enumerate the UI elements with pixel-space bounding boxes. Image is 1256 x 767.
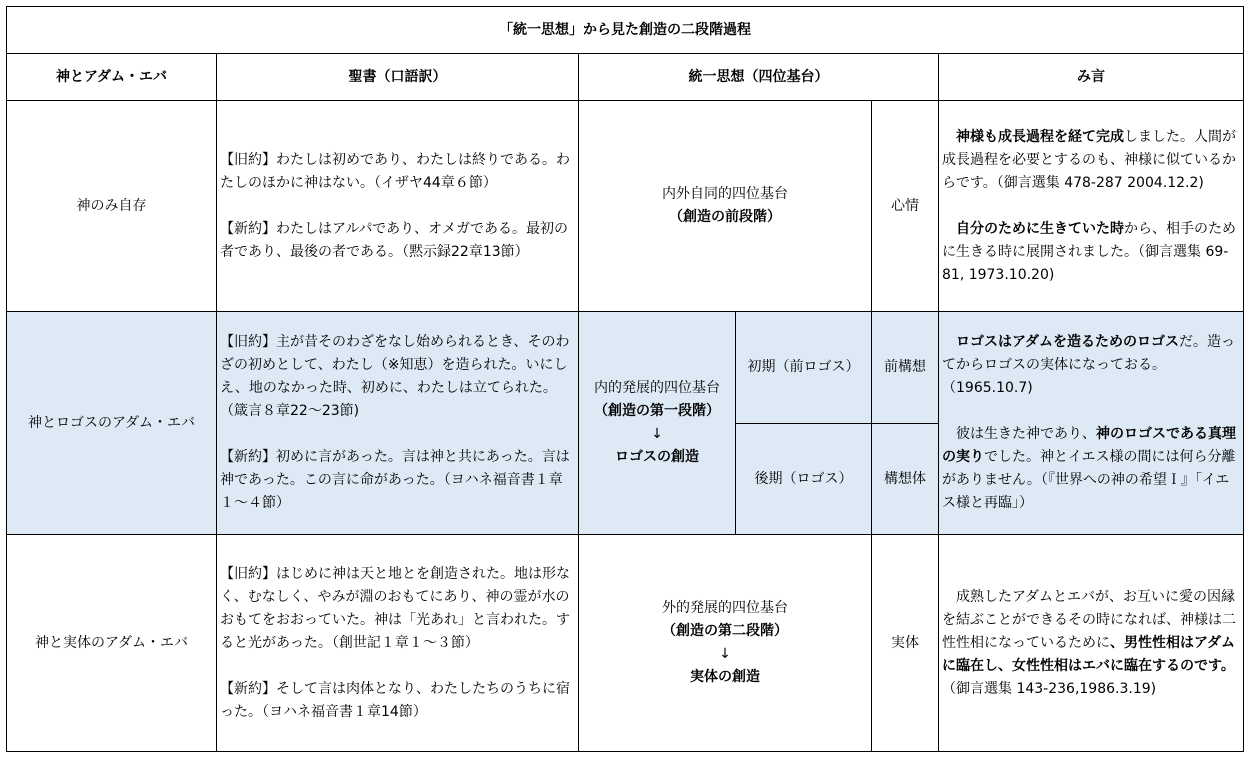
thought-stage: （創造の第二段階）: [662, 623, 788, 639]
bible-cell: [217, 101, 579, 312]
down-arrow-icon: ↓: [651, 426, 663, 442]
words-emphasis: 神のロゴスである真理の実り: [942, 426, 1236, 465]
header-bible: 聖書（口語訳）: [217, 54, 579, 101]
bible-new: 【新約】わたしはアルパであり、オメガである。最初の者であり、最後の者である。（黙示録22章13節）: [220, 220, 569, 260]
words-paragraph: [942, 218, 1240, 287]
words-paragraph: [942, 331, 1240, 400]
thought-name: 内外自同的四位基台: [662, 186, 788, 202]
words-text: だ。造ってからロゴスの実体になっておる。（1965.10.7): [942, 334, 1236, 396]
bible-old: 【旧約】主が昔そのわざをなし始められるとき、そのわざの初めとして、わたし（※知恵）を造られた。いにしえ、地のなかった時、初めに、わたしは立てられた。（箴言８章22～23節): [220, 334, 570, 419]
bible-cell: [217, 312, 579, 535]
aspect-cell: 構想体: [872, 424, 939, 535]
down-arrow-icon: ↓: [719, 646, 731, 662]
header-unification-thought: 統一思想（四位基台）: [579, 54, 939, 101]
thought-cell: [579, 101, 872, 312]
words-emphasis: 神様も成長過程を経て完成: [956, 128, 1124, 145]
aspect-cell: 前構想: [872, 312, 939, 424]
header-god-adam-eve: 神とアダム・エバ: [7, 54, 217, 101]
thought-stage: （創造の前段階）: [669, 209, 781, 225]
words-text: から、相手のために生きる時に展開されました。（御言選集 69-81, 1973.10.20): [942, 220, 1236, 283]
bible-old: 【旧約】はじめに神は天と地とを創造された。地は形なく、むなしく、やみが淵のおもてにあり、神の霊が水のおもてをおおっていた。神は「光あれ」と言われた。すると光があった。（創世記１章１～３節）: [220, 565, 570, 651]
words-cell: [939, 312, 1244, 535]
thought-name: 外的発展的四位基台: [662, 600, 788, 616]
bible-new: 【新約】初めに言があった。言は神と共にあった。言は神であった。この言に命があった。（ヨハネ福音書１章１～４節）: [220, 449, 570, 511]
table-row: [7, 101, 1244, 312]
table-row: [7, 535, 1244, 752]
bible-new: 【新約】そして言は肉体となり、わたしたちのうちに宿った。（ヨハネ福音書１章14節）: [220, 680, 570, 720]
thought-stage: （創造の第一段階）: [594, 403, 720, 419]
thought-cell: [579, 312, 736, 535]
words-emphasis: 、男性性相はアダムに臨在し、女性性相はエバに臨在するのです。: [942, 634, 1236, 674]
phase-early: 初期（前ロゴス）: [736, 312, 872, 424]
thought-result: 実体の創造: [690, 669, 760, 685]
words-text: でした。神とイエス様の間には何ら分離がありません。（『世界への神の希望Ｉ』「イエス様と再臨」）: [942, 449, 1236, 511]
words-text: 彼は生きた神であり、: [956, 426, 1096, 442]
words-emphasis: 自分のために生きていた時: [956, 220, 1124, 237]
words-text: 成熟したアダムとエバが、お互いに愛の因縁を結ぶことができるその時になれば、神様は二性性相になっているために: [942, 588, 1236, 651]
bible-cell: [217, 535, 579, 752]
row-label: 神のみ自存: [7, 101, 217, 312]
row-label: 神と実体のアダム・エバ: [7, 535, 217, 752]
thought-name: 内的発展的四位基台: [594, 380, 720, 396]
words-paragraph: [942, 586, 1240, 701]
words-text: しました。人間が成長過程を必要とするのも、神様に似ているからです。（御言選集 478-287 2004.12.2): [942, 128, 1236, 191]
table-title: 「統一思想」から見た創造の二段階過程: [7, 7, 1244, 54]
creation-stages-table: [6, 6, 1244, 752]
words-emphasis: ロゴスはアダムを造るためのロゴス: [956, 334, 1180, 350]
words-paragraph: [942, 423, 1240, 515]
aspect-cell: 実体: [872, 535, 939, 752]
thought-cell: [579, 535, 872, 752]
aspect-cell: 心情: [872, 101, 939, 312]
bible-old: 【旧約】わたしは初めであり、わたしは終りである。わたしのほかに神はない。（イザヤ44章６節）: [220, 151, 570, 191]
row-label: 神とロゴスのアダム・エバ: [7, 312, 217, 535]
header-words: み言: [939, 54, 1244, 101]
words-cell: [939, 101, 1244, 312]
thought-result: ロゴスの創造: [615, 449, 699, 465]
phase-late: 後期（ロゴス）: [736, 424, 872, 535]
words-text: （御言選集 143-236,1986.3.19): [942, 680, 1157, 697]
words-cell: [939, 535, 1244, 752]
table-row: [7, 312, 1244, 424]
words-paragraph: [942, 126, 1240, 195]
